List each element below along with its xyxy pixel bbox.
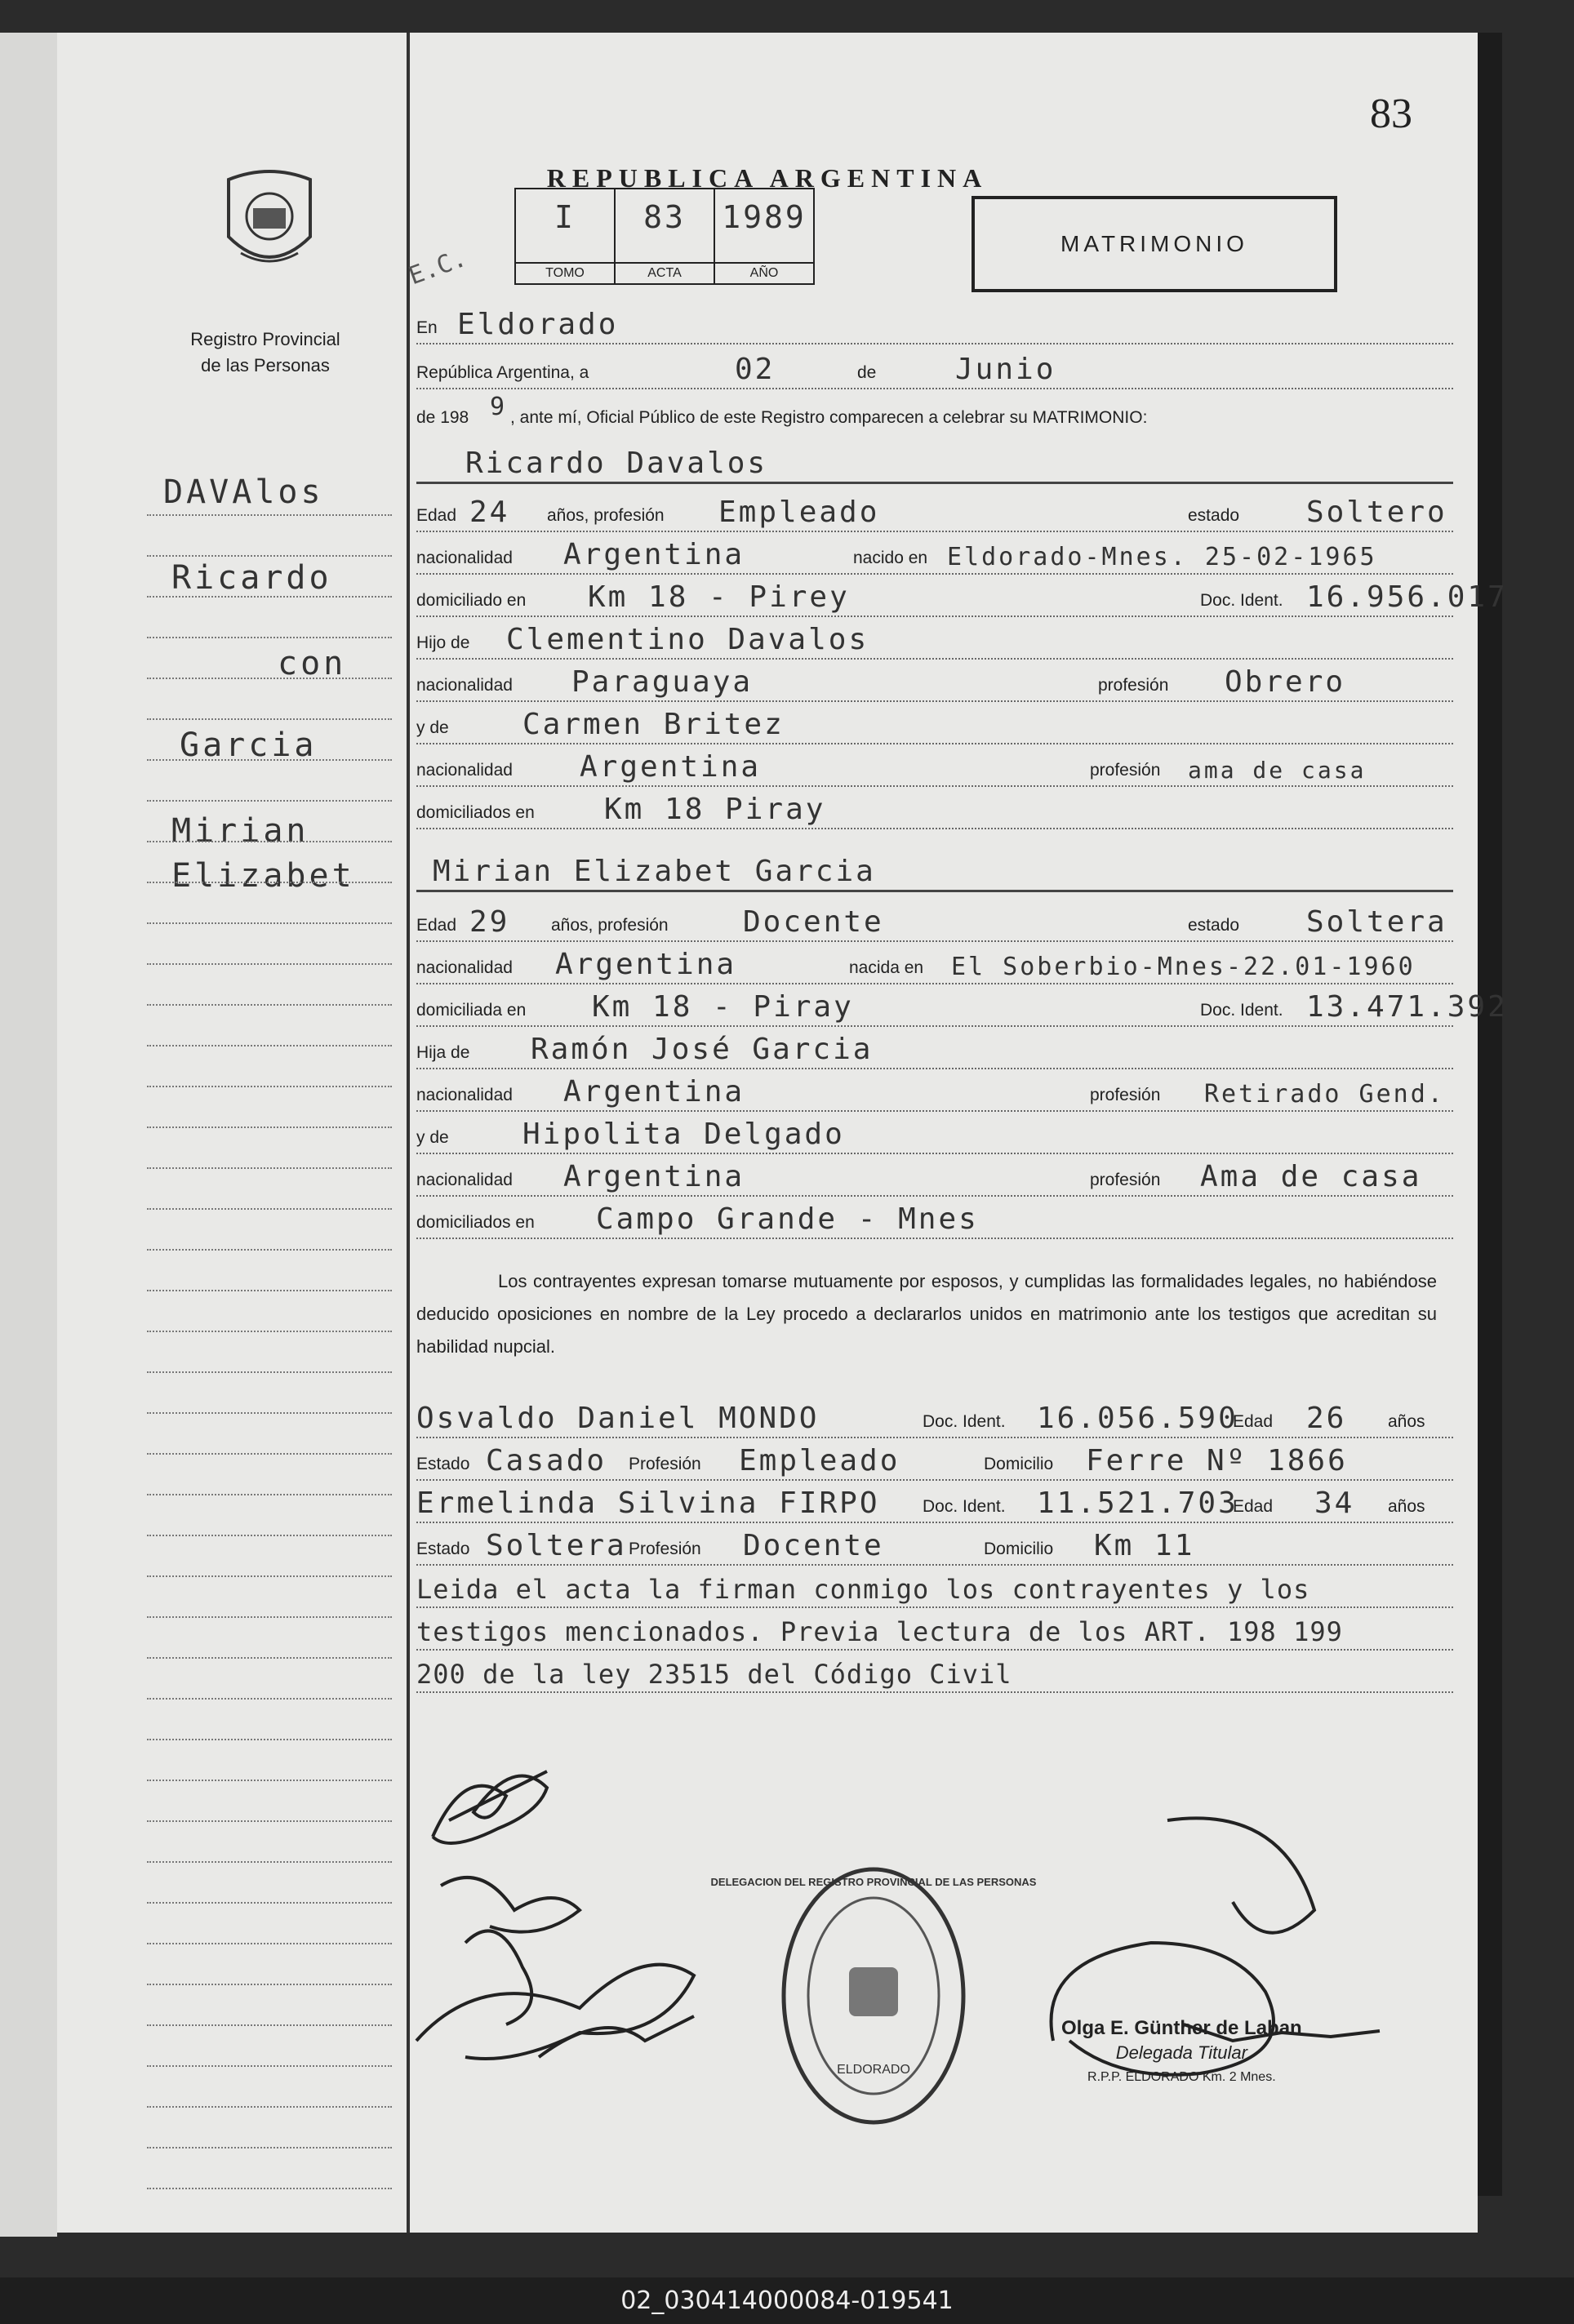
ano-box <box>715 189 813 283</box>
bride-father-nat-row <box>416 1069 1453 1112</box>
note-text-1: Leida el acta la firman conmigo los contrayentes y los <box>416 1574 1310 1605</box>
hija-label: Hija de <box>416 1043 470 1062</box>
note-line-1 <box>416 1566 1453 1608</box>
groom-mother: Carmen Britez <box>522 708 785 741</box>
doc-ident-label: Doc. Ident. <box>1200 591 1283 610</box>
tomo-box <box>516 189 616 283</box>
witness1-age: 26 <box>1306 1402 1347 1435</box>
note-text-2: testigos mencionados. Previa lectura de los ART. 198 199 <box>416 1616 1343 1647</box>
bride-father: Ramón José Garcia <box>531 1033 874 1066</box>
year-digit: 9 <box>490 393 508 421</box>
witness2-profession: Docente <box>743 1529 884 1562</box>
provincial-crest-icon <box>220 163 318 278</box>
book-spine-edge <box>1478 33 1502 2196</box>
document-page <box>57 33 1508 2233</box>
acta-box <box>616 189 715 283</box>
acta-label: ACTA <box>616 262 714 283</box>
nacionalidad-label: nacionalidad <box>416 1171 513 1189</box>
place-value: Eldorado <box>457 308 619 341</box>
doc-ident-label: Doc. Ident. <box>1200 1001 1283 1020</box>
doc-ident-label: Doc. Ident. <box>923 1412 1006 1431</box>
de-label: de <box>857 363 877 382</box>
bride-address: Km 18 - Piray <box>592 990 854 1024</box>
bride-civil-status: Soltera <box>1306 905 1447 939</box>
profesion-label: Profesión <box>629 1455 701 1473</box>
estado-label: estado <box>1188 916 1240 935</box>
groom-civil-status: Soltero <box>1306 495 1447 529</box>
witness1-civil-status: Casado <box>486 1444 607 1477</box>
groom-nationality-row <box>416 532 1453 575</box>
bride-birthplace: El Soberbio-Mnes-22.01-1960 <box>951 953 1416 981</box>
note-line-2 <box>416 1608 1453 1651</box>
bride-address-row <box>416 984 1508 1027</box>
profesion-label: profesión <box>1090 1171 1161 1189</box>
previous-page-edge <box>0 33 57 2237</box>
groom-doc: 16.956.017 <box>1306 580 1508 614</box>
bride-name: Mirian Elizabet Garcia <box>433 855 876 888</box>
profesion-label: años, profesión <box>547 506 665 525</box>
profesion-label: profesión <box>1090 761 1161 780</box>
margin-note-bride-surname: Garcia <box>180 727 318 764</box>
bride-mother-nat-row <box>416 1154 1453 1197</box>
witness2-address: Km 11 <box>1094 1529 1195 1562</box>
month-value: Junio <box>955 353 1056 386</box>
profesion-label: profesión <box>1090 1086 1161 1104</box>
registry-line-1: Registro Provincial <box>190 329 340 349</box>
groom-father-row <box>416 617 1453 660</box>
domicilio-label: Domicilio <box>984 1540 1054 1558</box>
edad-label: Edad <box>1233 1412 1274 1431</box>
anos-label: años <box>1388 1497 1425 1516</box>
bride-mother: Hipolita Delgado <box>522 1118 845 1151</box>
signature-witness-1 <box>433 1771 547 1843</box>
record-reference-boxes <box>514 188 815 285</box>
witness1-address: Ferre Nº 1866 <box>1086 1444 1348 1477</box>
bride-age-row <box>416 900 1453 942</box>
groom-father: Clementino Davalos <box>506 623 869 656</box>
bride-father-row <box>416 1027 1453 1069</box>
nacionalidad-label: nacionalidad <box>416 761 513 780</box>
groom-age: 24 <box>469 495 510 529</box>
groom-parents-address-row <box>416 787 1453 829</box>
witness2-row <box>416 1481 1453 1523</box>
page-title: REPUBLICA ARGENTINA <box>546 163 989 193</box>
en-label: En <box>416 318 438 337</box>
margin-note-bride-first: Mirian <box>171 812 309 850</box>
acta-value: 83 <box>643 199 686 235</box>
bride-father-nationality: Argentina <box>563 1075 745 1109</box>
bride-name-row <box>416 849 1453 892</box>
ano-value: 1989 <box>722 199 807 235</box>
date-row <box>416 347 1453 389</box>
domiciliada-label: domiciliada en <box>416 1001 527 1020</box>
witness2-civil-status: Soltera <box>486 1529 627 1562</box>
groom-name: Ricardo Davalos <box>465 447 768 480</box>
year-row <box>416 392 1453 433</box>
witness1-profession: Empleado <box>739 1444 900 1477</box>
profesion-label: Profesión <box>629 1540 701 1558</box>
ano-label: AÑO <box>715 262 813 283</box>
republica-label: República Argentina, a <box>416 363 589 382</box>
y-de-label: y de <box>416 718 449 737</box>
nacida-label: nacida en <box>849 958 924 977</box>
official-office: R.P.P. ELDORADO Km. 2 Mnes. <box>1087 2070 1276 2084</box>
estado-label: estado <box>1188 506 1240 525</box>
edad-label: Edad <box>1233 1497 1274 1516</box>
bride-parents-address: Campo Grande - Mnes <box>596 1202 979 1236</box>
groom-parents-address: Km 18 Piray <box>604 793 826 826</box>
groom-address-row <box>416 575 1508 617</box>
bride-profession: Docente <box>743 905 884 939</box>
day-value: 02 <box>735 353 776 386</box>
seal-city: ELDORADO <box>837 2063 910 2077</box>
place-row <box>416 302 1453 344</box>
y-de-label: y de <box>416 1128 449 1147</box>
domiciliado-label: domiciliado en <box>416 591 527 610</box>
witness2-details-row <box>416 1523 1453 1566</box>
margin-note-surname: DAVAlos <box>163 473 324 511</box>
ante-text: , ante mí, Oficial Público de este Registro comparecen a celebrar su MATRIMONIO: <box>510 408 1148 427</box>
tomo-label: TOMO <box>516 262 614 283</box>
bride-mother-row <box>416 1112 1453 1154</box>
edad-label: Edad <box>416 916 457 935</box>
groom-mother-row <box>416 702 1453 744</box>
official-name: Olga E. Günther de Laban <box>1061 2017 1302 2039</box>
groom-nationality: Argentina <box>563 538 745 571</box>
ec-mark: E.C. <box>405 243 471 291</box>
signature-bride <box>441 1877 580 2024</box>
estado-label: Estado <box>416 1540 470 1558</box>
nacionalidad-label: nacionalidad <box>416 549 513 567</box>
note-text-3: 200 de la ley 23515 del Código Civil <box>416 1659 1012 1690</box>
margin-note-con: con <box>278 645 347 682</box>
page-number: 83 <box>1370 91 1412 137</box>
official-title: Delegada Titular <box>1115 2042 1247 2063</box>
bride-parents-address-row <box>416 1197 1453 1239</box>
tomo-value: I <box>554 199 576 235</box>
nacionalidad-label: nacionalidad <box>416 958 513 977</box>
groom-name-row <box>416 441 1453 484</box>
bride-doc: 13.471.392 <box>1306 990 1508 1024</box>
groom-age-row <box>416 490 1453 532</box>
domiciliados-label: domiciliados en <box>416 1213 535 1232</box>
estado-label: Estado <box>416 1455 470 1473</box>
groom-father-nat-row <box>416 660 1453 702</box>
witness1-doc: 16.056.590 <box>1037 1402 1238 1435</box>
margin-note-groom: Ricardo <box>171 559 332 597</box>
domicilio-label: Domicilio <box>984 1455 1054 1473</box>
groom-address: Km 18 - Pirey <box>588 580 850 614</box>
domiciliados-label: domiciliados en <box>416 803 535 822</box>
registry-line-2: de las Personas <box>201 355 330 375</box>
edad-label: Edad <box>416 506 457 525</box>
profesion-label: años, profesión <box>551 916 669 935</box>
witness2-doc: 11.521.703 <box>1037 1486 1238 1520</box>
groom-profession: Empleado <box>718 495 880 529</box>
margin-note-bride-second: Elizabet <box>171 857 355 895</box>
nacionalidad-label: nacionalidad <box>416 676 513 695</box>
seal-text: DELEGACION DEL REGISTRO PROVINCIAL DE LAS PERSONAS <box>710 1876 1037 1888</box>
witness1-details-row <box>416 1438 1453 1481</box>
groom-mother-nat-row <box>416 744 1453 787</box>
bride-mother-nationality: Argentina <box>563 1160 745 1193</box>
groom-father-nationality: Paraguaya <box>571 665 754 699</box>
nacido-label: nacido en <box>853 549 928 567</box>
witness2-age: 34 <box>1314 1486 1355 1520</box>
margin-column <box>57 33 410 2233</box>
groom-father-profession: Obrero <box>1225 665 1346 699</box>
hijo-label: Hijo de <box>416 633 470 652</box>
profesion-label: profesión <box>1098 676 1169 695</box>
witness1-name: Osvaldo Daniel MONDO <box>416 1402 820 1435</box>
bride-father-profession: Retirado Gend. <box>1204 1080 1445 1109</box>
document-type-box: MATRIMONIO <box>972 196 1337 292</box>
witness2-name: Ermelinda Silvina FIRPO <box>416 1486 880 1520</box>
bride-mother-profession: Ama de casa <box>1200 1160 1422 1193</box>
registry-label <box>155 327 376 379</box>
bride-age: 29 <box>469 905 510 939</box>
bride-nationality: Argentina <box>555 948 737 981</box>
note-line-3 <box>416 1651 1453 1693</box>
registry-seal <box>710 1861 1037 2131</box>
groom-birthplace: Eldorado-Mnes. 25-02-1965 <box>947 543 1377 571</box>
scan-id-footer: 02_030414000084-019541 <box>0 2277 1574 2324</box>
anos-label: años <box>1388 1412 1425 1431</box>
declaration-paragraph: Los contrayentes expresan tomarse mutuamente por esposos, y cumplidas las formalidades legales, no habiéndose deducido oposiciones en nombre de la Ley procedo a declararlos unidos en matrimonio ante los testigos que acreditan su habilidad nupcial. <box>416 1271 1437 1357</box>
bride-nationality-row <box>416 942 1453 984</box>
groom-mother-nationality: Argentina <box>580 750 762 784</box>
year-prefix: de 198 <box>416 408 469 427</box>
nacionalidad-label: nacionalidad <box>416 1086 513 1104</box>
doc-ident-label: Doc. Ident. <box>923 1497 1006 1516</box>
groom-mother-profession: ama de casa <box>1188 757 1367 784</box>
official-stamp <box>1061 2016 1302 2090</box>
witness1-row <box>416 1396 1453 1438</box>
signature-groom <box>416 1965 694 2059</box>
